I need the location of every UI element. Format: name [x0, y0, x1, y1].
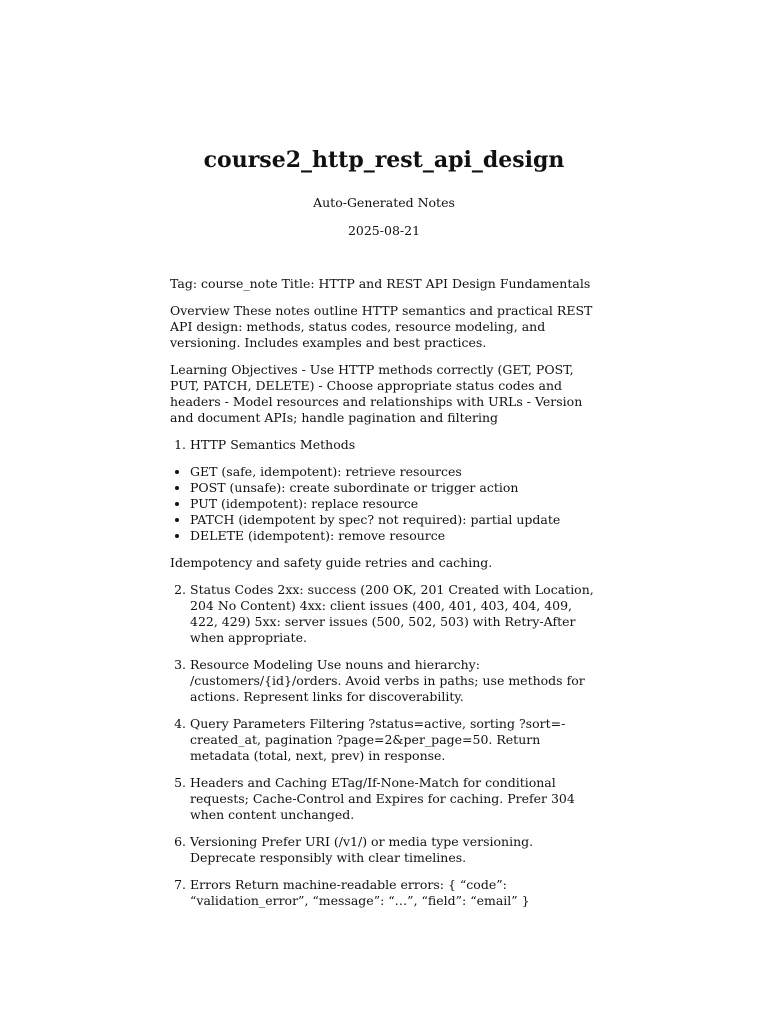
section-headers-caching: 5. Headers and Caching ETag/If-None-Match for conditional requests; Cache-Control and Expires for caching. Prefer 304 when content unchanged. — [190, 775, 598, 823]
overview-paragraph: Overview These notes outline HTTP semantics and practical REST API design: methods, status codes, resource modeling, and versioning. Includes examples and best practices. — [170, 303, 593, 350]
idempotency-note: Idempotency and safety guide retries and caching. — [170, 555, 493, 570]
document-title: course2_http_rest_api_design — [203, 147, 565, 173]
section-query-parameters: 4. Query Parameters Filtering ?status=active, sorting ?sort=-created_at, pagination ?page=2&per_page=50. Return metadata (total, next, prev) in response. — [190, 716, 598, 764]
http-methods-list — [170, 464, 598, 544]
method-item-put: • PUT (idempotent): replace resource — [190, 496, 598, 512]
section-resource-modeling: 3. Resource Modeling Use nouns and hierarchy: /customers/{id}/orders. Avoid verbs in paths; use methods for actions. Represent links for discoverability. — [190, 657, 598, 705]
section-status-codes: 2. Status Codes 2xx: success (200 OK, 201 Created with Location, 204 No Content) 4xx: client issues (400, 401, 403, 404, 409, 422, 429) 5xx: server issues (500, 502, 503) with Retry-After when appropriate. — [190, 582, 598, 646]
tag-line: Tag: course_note Title: HTTP and REST API Design Fundamentals — [170, 276, 591, 291]
method-item-delete: • DELETE (idempotent): remove resource — [190, 528, 598, 544]
section-list-rest — [170, 582, 598, 909]
section-versioning: 6. Versioning Prefer URI (/v1/) or media type versioning. Deprecate responsibly with clear timelines. — [190, 834, 598, 866]
section-1-title: 1. HTTP Semantics Methods — [190, 437, 598, 453]
document-date: 2025-08-21 — [347, 223, 421, 238]
document-subtitle: Auto-Generated Notes — [313, 195, 455, 210]
method-item-patch: • PATCH (idempotent by spec? not required): partial update — [190, 512, 598, 528]
document-body — [170, 276, 598, 920]
section-list-first — [170, 437, 598, 453]
method-item-get: • GET (safe, idempotent): retrieve resources — [190, 464, 598, 480]
section-errors: 7. Errors Return machine-readable errors: { “code”: “validation_error”, “message”: “…”, “field”: “email” } — [190, 877, 598, 909]
learning-objectives-paragraph: Learning Objectives - Use HTTP methods correctly (GET, POST, PUT, PATCH, DELETE) - Choose appropriate status codes and headers - Model resources and relationships with URLs - Version and document APIs; handle pagination and filtering — [170, 362, 583, 425]
document-header — [170, 143, 598, 239]
method-item-post: • POST (unsafe): create subordinate or trigger action — [190, 480, 598, 496]
